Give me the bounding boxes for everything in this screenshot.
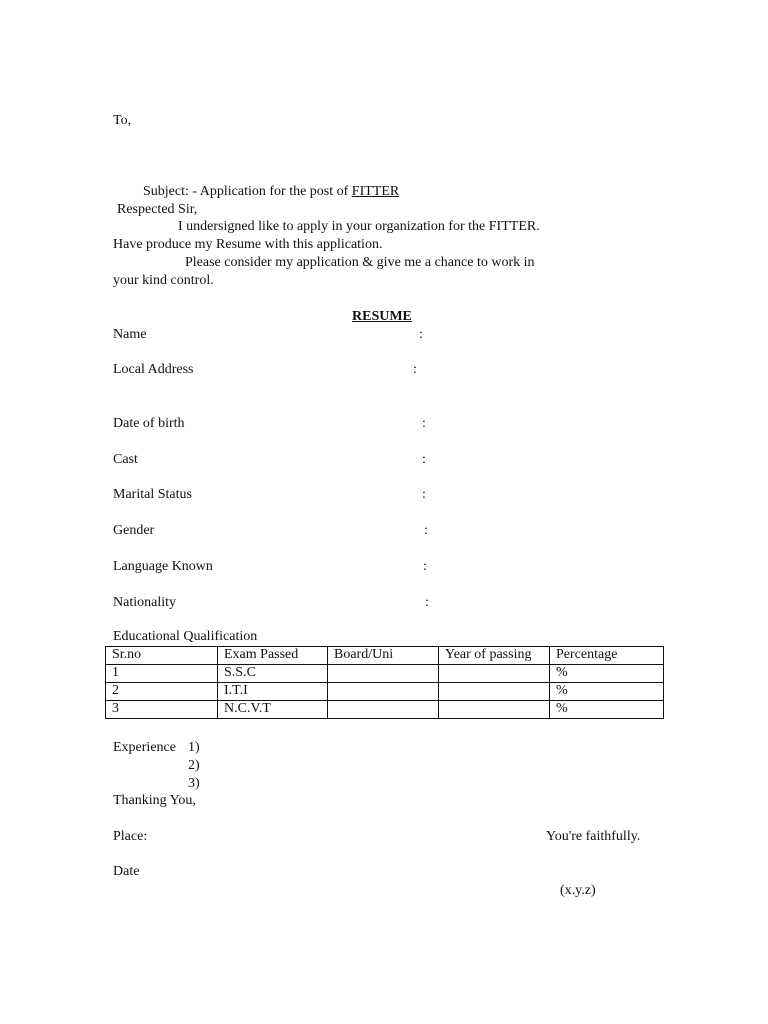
table-cell: % [550, 683, 664, 701]
field-label-local-address: Local Address [113, 362, 194, 377]
thanking-line: Thanking You, [113, 793, 196, 808]
table-cell: 2 [106, 683, 218, 701]
education-title: Educational Qualification [113, 629, 258, 644]
field-label-marital-status: Marital Status [113, 487, 192, 502]
field-label-name: Name [113, 327, 147, 342]
table-row [106, 665, 664, 683]
body-line-1: I undersigned like to apply in your organization for the FITTER. [178, 219, 540, 234]
table-header-cell: Sr.no [106, 647, 218, 665]
education-table [105, 646, 664, 719]
field-separator: : [425, 595, 429, 610]
table-cell: % [550, 665, 664, 683]
table-cell: 1 [106, 665, 218, 683]
field-separator: : [422, 416, 426, 431]
field-label-nationality: Nationality [113, 595, 176, 610]
table-cell [439, 665, 550, 683]
table-cell [328, 701, 439, 719]
table-cell [439, 683, 550, 701]
table-cell [439, 701, 550, 719]
experience-item: 2) [188, 758, 200, 773]
table-cell: S.S.C [218, 665, 328, 683]
closing-faithfully: You're faithfully. [546, 829, 641, 844]
field-label-language-known: Language Known [113, 559, 213, 574]
subject-post: FITTER [351, 184, 400, 199]
table-cell: I.T.I [218, 683, 328, 701]
place-label: Place: [113, 829, 148, 844]
table-row [106, 683, 664, 701]
field-label-cast: Cast [113, 452, 138, 467]
date-label: Date [113, 864, 140, 879]
recipient-line: To, [113, 113, 132, 128]
field-label-date-of-birth: Date of birth [113, 416, 185, 431]
experience-label: Experience [113, 740, 176, 755]
table-cell [328, 665, 439, 683]
signature-placeholder: (x.y.z) [560, 883, 596, 898]
table-cell [328, 683, 439, 701]
body-line-3: Please consider my application & give me a chance to work in [185, 255, 535, 270]
experience-item: 1) [188, 740, 200, 755]
field-separator: : [422, 487, 426, 502]
body-line-4: your kind control. [113, 273, 214, 288]
field-separator: : [424, 523, 428, 538]
table-row [106, 701, 664, 719]
table-cell: 3 [106, 701, 218, 719]
table-cell: % [550, 701, 664, 719]
body-line-2: Have produce my Resume with this application. [113, 237, 383, 252]
table-header-row [106, 647, 664, 665]
table-cell: N.C.V.T [218, 701, 328, 719]
field-separator: : [419, 327, 423, 342]
field-label-gender: Gender [113, 523, 155, 538]
resume-heading: RESUME [352, 309, 412, 324]
table-header-cell: Year of passing [439, 647, 550, 665]
experience-item: 3) [188, 776, 200, 791]
subject-prefix: Subject: - Application for the post of [143, 184, 352, 199]
salutation: Respected Sir, [117, 202, 198, 217]
table-header-cell: Percentage [550, 647, 664, 665]
subject-line [143, 184, 399, 200]
field-separator: : [413, 362, 417, 377]
table-header-cell: Exam Passed [218, 647, 328, 665]
table-header-cell: Board/Uni [328, 647, 439, 665]
field-separator: : [422, 452, 426, 467]
field-separator: : [423, 559, 427, 574]
